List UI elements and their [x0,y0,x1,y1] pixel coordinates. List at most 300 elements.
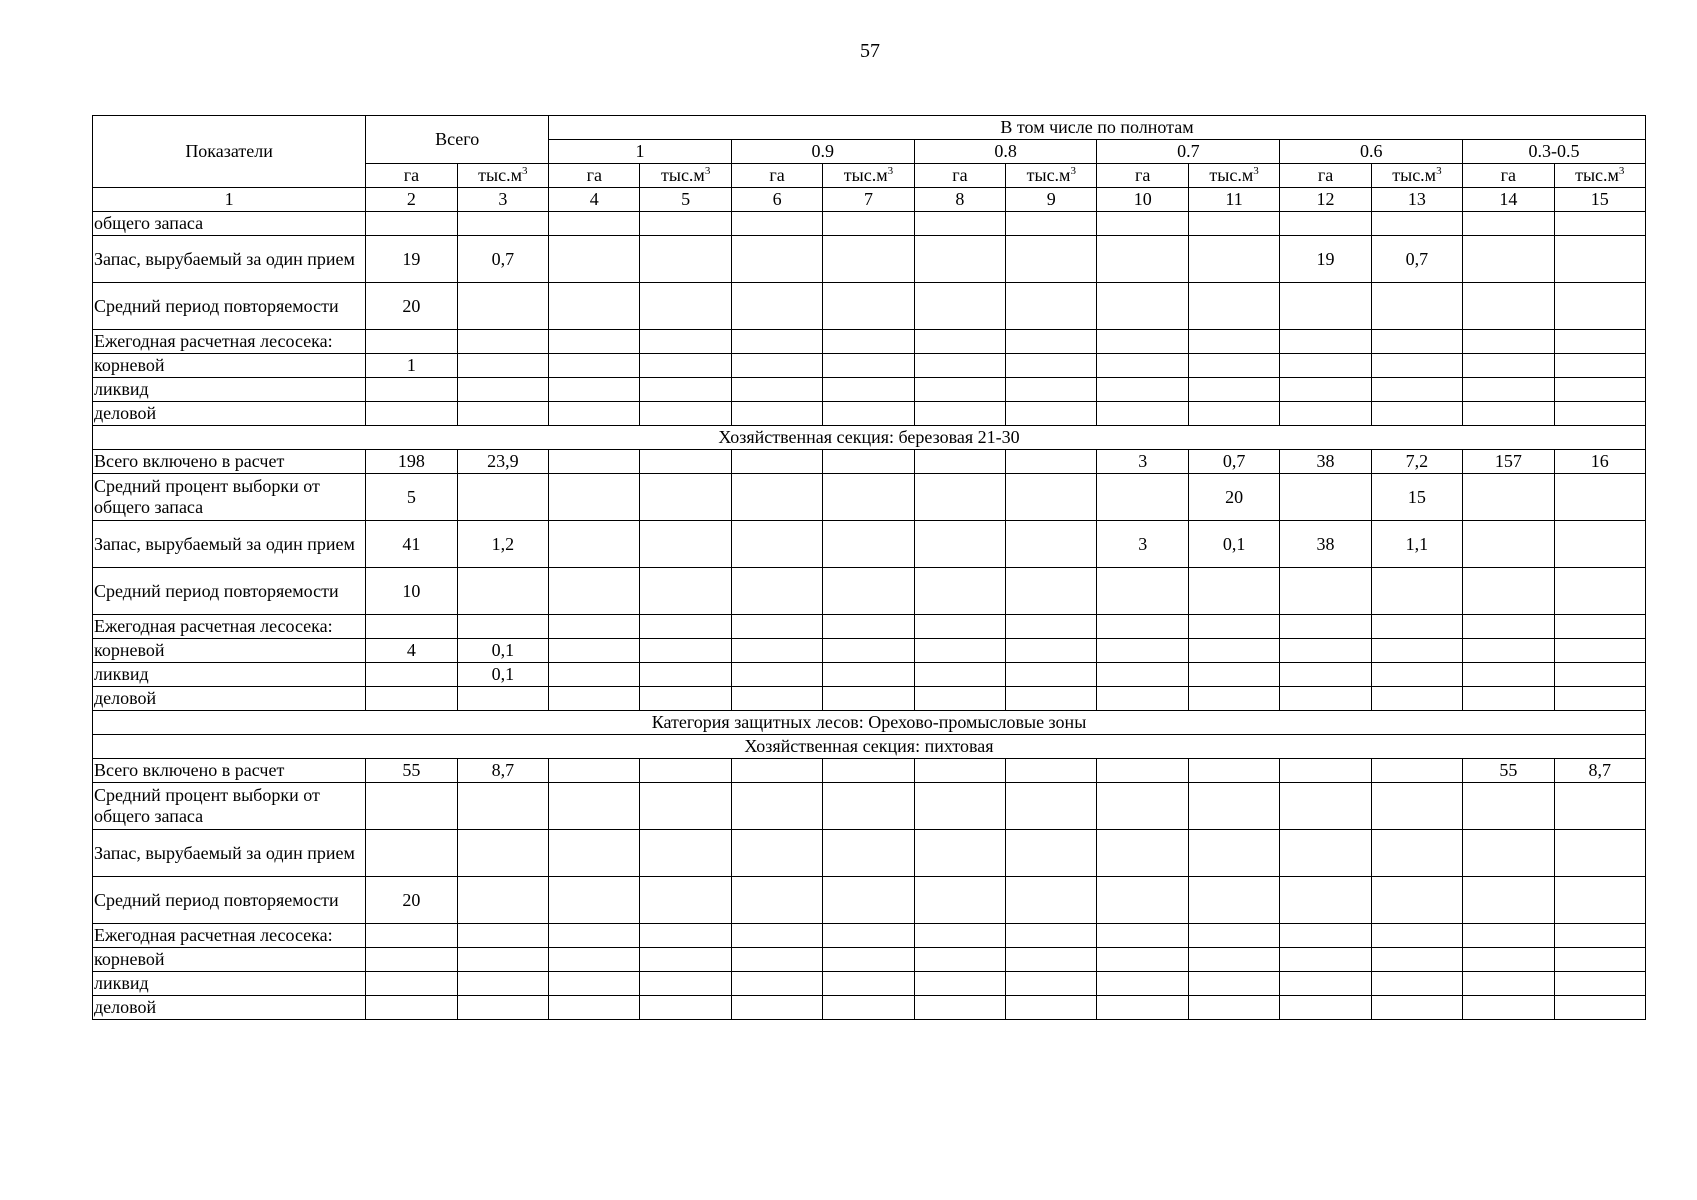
table-cell [457,378,548,402]
table-cell [366,378,457,402]
table-cell [1554,568,1645,615]
table-cell [1554,948,1645,972]
table-cell [1006,759,1097,783]
row-label: Запас, вырубаемый за один прием [93,521,366,568]
table-cell [1371,996,1462,1020]
row-label: Всего включено в расчет [93,759,366,783]
table-cell [457,568,548,615]
table-cell [1097,212,1188,236]
row-label: Запас, вырубаемый за один прием [93,830,366,877]
table-cell [1280,924,1371,948]
table-cell [366,972,457,996]
table-cell [1554,639,1645,663]
table-cell [1188,830,1279,877]
table-cell [549,759,640,783]
table-cell [457,615,548,639]
table-cell [1280,378,1371,402]
table-cell [640,450,731,474]
table-cell [457,877,548,924]
table-cell [914,236,1005,283]
unit-volume [457,164,548,188]
table-cell [1097,615,1188,639]
table-cell [823,236,914,283]
unit-volume-text: тыс.м [1575,165,1619,185]
table-cell [1097,830,1188,877]
table-cell [1554,972,1645,996]
table-cell [1006,924,1097,948]
table-cell [1554,283,1645,330]
table-cell [640,783,731,830]
table-cell [1554,783,1645,830]
table-row [93,639,1646,663]
table-cell [1188,759,1279,783]
table-cell [823,212,914,236]
table-cell [640,236,731,283]
table-cell [823,568,914,615]
table-cell [1463,521,1554,568]
table-cell [640,924,731,948]
table-cell: 20 [1188,474,1279,521]
table-cell [457,212,548,236]
table-cell [1188,568,1279,615]
table-cell [1463,378,1554,402]
table-cell [1371,639,1462,663]
unit-volume-text: тыс.м [1209,165,1254,185]
section-row [93,426,1646,450]
table-cell [1097,663,1188,687]
table-cell: 1,1 [1371,521,1462,568]
table-cell [914,783,1005,830]
table-row [93,402,1646,426]
table-cell [1006,450,1097,474]
row-label: Запас, вырубаемый за один прием [93,236,366,283]
table-cell [1097,283,1188,330]
table-cell [1554,687,1645,711]
table-row [93,615,1646,639]
column-number: 8 [914,188,1005,212]
table-cell [640,283,731,330]
table-cell: 19 [366,236,457,283]
table-row [93,474,1646,521]
table-cell [640,830,731,877]
density-header: 1 [549,140,732,164]
table-cell [457,330,548,354]
unit-volume [1554,164,1645,188]
table-cell [823,783,914,830]
table-cell [914,402,1005,426]
table-cell [549,663,640,687]
table-cell [1006,972,1097,996]
table-cell: 41 [366,521,457,568]
table-cell [914,639,1005,663]
table-cell [1371,330,1462,354]
table-cell [1463,568,1554,615]
table-cell [1280,283,1371,330]
table-cell [823,474,914,521]
table-cell: 5 [366,474,457,521]
table-cell [731,402,822,426]
table-cell: 8,7 [457,759,548,783]
table-cell [914,474,1005,521]
table-cell [366,996,457,1020]
table-cell [823,639,914,663]
table-cell [549,639,640,663]
unit-volume [1371,164,1462,188]
density-header: 0.9 [731,140,914,164]
table-cell [914,568,1005,615]
table-cell: 1,2 [457,521,548,568]
table-cell [1371,687,1462,711]
unit-ha: га [549,164,640,188]
table-cell [1280,212,1371,236]
table-cell [823,687,914,711]
table-cell [731,759,822,783]
table-cell: 3 [1097,521,1188,568]
table-cell [1463,615,1554,639]
unit-ha: га [1280,164,1371,188]
table-cell [1097,948,1188,972]
table-cell [457,474,548,521]
table-cell [457,948,548,972]
row-label: корневой [93,354,366,378]
table-cell [914,948,1005,972]
table-cell [549,378,640,402]
table-cell [1463,283,1554,330]
table-cell [731,450,822,474]
table-cell [1006,212,1097,236]
table-cell [1371,972,1462,996]
table-body [93,212,1646,1020]
table-cell [1006,687,1097,711]
table-cell [1554,877,1645,924]
table-cell [457,354,548,378]
unit-volume-sup: 3 [1436,165,1442,177]
table-cell [914,354,1005,378]
table-cell [1280,687,1371,711]
table-cell [1371,924,1462,948]
table-cell [823,877,914,924]
table-cell [640,568,731,615]
table-cell [1463,687,1554,711]
column-number: 14 [1463,188,1554,212]
column-number: 12 [1280,188,1371,212]
table-cell [366,615,457,639]
density-header: 0.8 [914,140,1097,164]
table-cell [549,283,640,330]
table-cell [549,996,640,1020]
table-cell [1554,354,1645,378]
table-cell: 1 [366,354,457,378]
table-cell [640,615,731,639]
table-cell [1188,639,1279,663]
table-cell [1371,212,1462,236]
table-cell [914,521,1005,568]
table-cell [731,877,822,924]
unit-ha: га [914,164,1005,188]
table-cell [731,948,822,972]
row-label: Ежегодная расчетная лесосека: [93,924,366,948]
table-cell: 157 [1463,450,1554,474]
table-cell [731,521,822,568]
table-cell [1188,783,1279,830]
table-cell [1463,639,1554,663]
table-cell [549,354,640,378]
table-row [93,378,1646,402]
table-cell [1371,877,1462,924]
table-cell [823,354,914,378]
table-cell [1188,948,1279,972]
table-cell [823,924,914,948]
column-number: 11 [1188,188,1279,212]
table-cell [1006,830,1097,877]
table-cell [1463,330,1554,354]
table-cell [1006,330,1097,354]
table-cell [1463,877,1554,924]
table-cell [731,924,822,948]
table-cell [366,330,457,354]
forest-table [92,115,1646,1020]
column-number: 9 [1006,188,1097,212]
unit-ha: га [1097,164,1188,188]
table-cell [640,378,731,402]
column-number: 2 [366,188,457,212]
table-cell [549,783,640,830]
table-cell [1188,402,1279,426]
table-cell: 0,1 [457,639,548,663]
table-cell [640,330,731,354]
table-cell [640,212,731,236]
table-cell: 0,1 [457,663,548,687]
table-cell [457,687,548,711]
unit-volume-text: тыс.м [478,165,522,185]
table-row [93,687,1646,711]
table-cell [1006,663,1097,687]
table-cell [1097,330,1188,354]
section-row [93,735,1646,759]
column-number: 4 [549,188,640,212]
table-cell [914,615,1005,639]
table-cell [1188,212,1279,236]
table-cell [457,972,548,996]
table-cell [1280,783,1371,830]
table-cell [1280,877,1371,924]
section-title: Категория защитных лесов: Орехово-промысловые зоны [93,711,1646,735]
table-cell [1188,354,1279,378]
column-number: 3 [457,188,548,212]
table-cell [1280,663,1371,687]
column-number: 7 [823,188,914,212]
table-cell: 0,7 [457,236,548,283]
column-number: 13 [1371,188,1462,212]
table-cell [914,687,1005,711]
table-cell [731,830,822,877]
table-cell [549,568,640,615]
header-by-density: В том числе по полнотам [549,116,1646,140]
row-label: деловой [93,687,366,711]
unit-volume [1188,164,1279,188]
table-cell [823,378,914,402]
table-row [93,236,1646,283]
table-cell [823,402,914,426]
unit-ha: га [1463,164,1554,188]
row-label: Средний период повторяемости [93,283,366,330]
table-cell [1371,830,1462,877]
table-cell [731,474,822,521]
row-label: Средний процент выборки от общего запаса [93,474,366,521]
table-cell [549,615,640,639]
table-cell [731,663,822,687]
page-number: 57 [860,40,880,62]
table-cell [549,924,640,948]
section-title: Хозяйственная секция: пихтовая [93,735,1646,759]
table-cell [1280,354,1371,378]
table-cell [1463,236,1554,283]
table-cell [823,615,914,639]
table-cell [457,830,548,877]
table-cell [1371,283,1462,330]
table-row [93,330,1646,354]
unit-volume-sup: 3 [887,165,894,177]
table-cell [549,687,640,711]
table-cell [914,830,1005,877]
table-cell [914,759,1005,783]
table-cell [731,568,822,615]
table-cell [1097,759,1188,783]
table-cell [1188,615,1279,639]
table-cell [1097,354,1188,378]
table-cell [1097,236,1188,283]
table-cell [640,354,731,378]
density-header: 0.7 [1097,140,1280,164]
table-cell: 0,1 [1188,521,1279,568]
table-cell [1554,924,1645,948]
table-cell: 198 [366,450,457,474]
table-cell [366,402,457,426]
table-cell [731,972,822,996]
table-cell [1554,663,1645,687]
unit-volume-sup: 3 [522,165,528,177]
table-cell [1280,830,1371,877]
table-cell [1188,877,1279,924]
unit-volume-sup: 3 [1253,165,1259,177]
column-number-row [93,188,1646,212]
table-cell: 4 [366,639,457,663]
table-cell [549,877,640,924]
row-label: Средний период повторяемости [93,877,366,924]
table-cell [549,330,640,354]
row-label: деловой [93,402,366,426]
table-cell [1280,330,1371,354]
table-cell [640,687,731,711]
table-cell [1006,615,1097,639]
table-cell [1188,924,1279,948]
table-cell [1006,948,1097,972]
unit-ha: га [366,164,457,188]
table-cell [1006,521,1097,568]
row-label: корневой [93,948,366,972]
table-cell [1371,354,1462,378]
table-cell [1371,402,1462,426]
table-cell [1006,354,1097,378]
table-cell [1006,402,1097,426]
table-cell: 15 [1371,474,1462,521]
row-label: Всего включено в расчет [93,450,366,474]
table-row [93,283,1646,330]
table-row [93,783,1646,830]
table-row [93,996,1646,1020]
table-cell [823,663,914,687]
table-cell [1188,687,1279,711]
table-cell [731,783,822,830]
table-cell [823,521,914,568]
table-cell [1188,236,1279,283]
table-cell [1463,402,1554,426]
table-cell [1463,996,1554,1020]
table-cell [1280,639,1371,663]
unit-volume [640,164,731,188]
table-cell [1280,402,1371,426]
table-cell [457,283,548,330]
table-cell [1006,783,1097,830]
table-cell [366,948,457,972]
table-cell [1280,759,1371,783]
table-cell [1371,568,1462,615]
table-cell [731,354,822,378]
table-cell [1554,615,1645,639]
table-cell [1280,474,1371,521]
table-cell [1006,283,1097,330]
row-label: деловой [93,996,366,1020]
table-row [93,521,1646,568]
unit-volume-sup: 3 [1070,165,1076,177]
unit-volume-text: тыс.м [1026,165,1071,185]
table-cell [366,783,457,830]
table-cell [914,972,1005,996]
table-cell: 10 [366,568,457,615]
table-cell [1097,402,1188,426]
table-cell [549,474,640,521]
table-cell [640,972,731,996]
table-cell [366,830,457,877]
header-total: Всего [366,116,549,164]
table-cell [640,877,731,924]
table-cell [914,283,1005,330]
row-label: общего запаса [93,212,366,236]
table-cell [731,639,822,663]
table-row [93,830,1646,877]
table-cell [1006,877,1097,924]
table-cell [549,450,640,474]
table-cell [1188,378,1279,402]
row-label: ликвид [93,663,366,687]
table-cell [1006,378,1097,402]
table-cell [914,996,1005,1020]
table-cell [823,330,914,354]
table-cell [1006,639,1097,663]
table-cell: 3 [1097,450,1188,474]
table-row [93,450,1646,474]
table-cell: 55 [1463,759,1554,783]
table-cell [1371,615,1462,639]
unit-volume-text: тыс.м [843,165,888,185]
table-cell [640,639,731,663]
unit-volume [823,164,914,188]
table-cell [640,521,731,568]
table-cell: 23,9 [457,450,548,474]
table-cell [731,378,822,402]
table-cell: 20 [366,877,457,924]
table-cell [823,972,914,996]
